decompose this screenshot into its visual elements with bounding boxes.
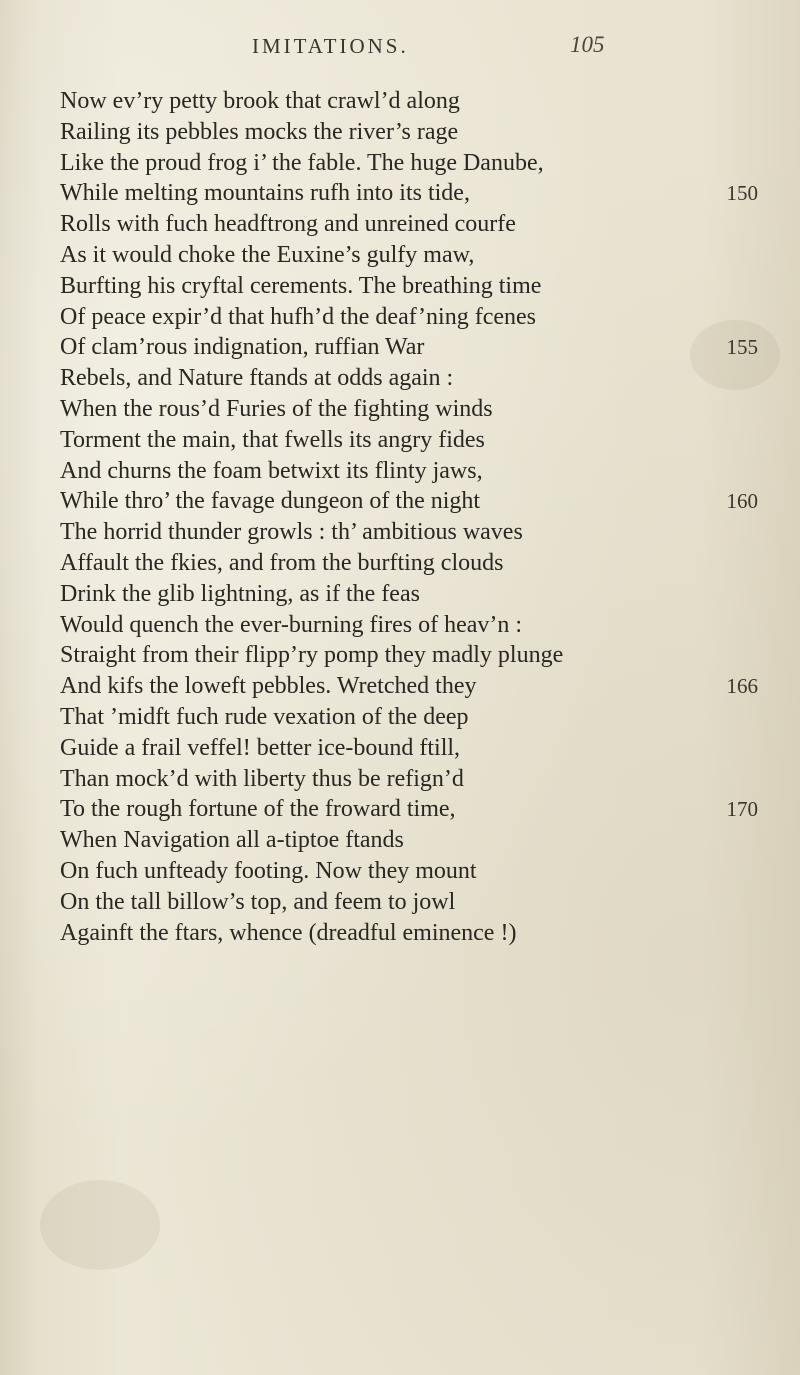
verse-line [60,117,780,148]
verse-line-text: On fuch unfteady footing. Now they mount [60,857,477,884]
verse-line-text: Rolls with fuch headftrong and unreined courfe [60,211,516,238]
verse-line-text: Of clam’rous indignation, ruffian War [60,334,425,361]
verse-line [60,517,780,548]
verse-line [60,610,780,641]
verse-line-text: Rebels, and Nature ftands at odds again : [60,365,454,392]
running-title: IMITATIONS. [252,34,409,58]
verse-line [60,671,780,702]
verse-line [60,394,780,425]
verse-line [60,887,780,918]
verse-line-text: To the rough fortune of the froward time, [60,796,456,823]
verse-line [60,425,780,456]
verse-line-text: As it would choke the Euxine’s gulfy maw, [60,241,475,268]
verse-line [60,579,780,610]
line-number: 166 [726,674,758,699]
verse-body [60,86,780,948]
verse-line-text: Torment the main, that fwells its angry fides [60,426,485,453]
page-number: 105 [570,32,605,57]
verse-line [60,918,780,949]
verse-line-text: Like the proud frog i’ the fable. The huge Danube, [60,149,544,176]
verse-line [60,856,780,887]
verse-line-text: Straight from their flipp’ry pomp they madly plunge [60,642,564,669]
verse-line [60,794,780,825]
verse-line-text: When Navigation all a-tiptoe ftands [60,827,404,854]
verse-line-text: Would quench the ever-burning fires of heav’n : [60,611,523,638]
verse-line-text: Affault the fkies, and from the burfting clouds [60,549,504,576]
verse-line-text: Railing its pebbles mocks the river’s rage [60,118,459,145]
verse-line [60,456,780,487]
verse-line-text: Now ev’ry petty brook that crawl’d along [60,88,460,114]
line-number: 160 [726,489,758,514]
verse-line [60,733,780,764]
verse-line [60,825,780,856]
verse-line [60,302,780,333]
line-number: 150 [726,181,758,206]
verse-line [60,640,780,671]
verse-line [60,332,780,363]
verse-line [60,86,780,117]
verse-line-text: Guide a frail veffel! better ice-bound ftill, [60,734,461,761]
verse-line [60,240,780,271]
verse-line-text: Burfting his cryftal cerements. The breathing time [60,272,542,299]
verse-line-text: While melting mountains rufh into its tide, [60,180,470,207]
line-number: 155 [726,335,758,360]
verse-line-text: Of peace expir’d that hufh’d the deaf’ning fcenes [60,303,536,330]
verse-line-text: And kifs the loweft pebbles. Wretched they [60,673,477,700]
verse-line-text: Than mock’d with liberty thus be refign’d [60,765,464,792]
verse-line-text: The horrid thunder growls : th’ ambitious waves [60,519,523,546]
verse-line [60,178,780,209]
verse-line-text: On the tall billow’s top, and feem to jowl [60,888,456,915]
verse-line-text: That ’midft fuch rude vexation of the deep [60,703,469,730]
verse-line-text: And churns the foam betwixt its flinty jaws, [60,457,483,484]
verse-line [60,148,780,179]
verse-line [60,702,780,733]
verse-line-text: When the rous’d Furies of the fighting winds [60,395,493,422]
verse-line-text: While thro’ the favage dungeon of the night [60,488,481,515]
verse-line [60,271,780,302]
line-number: 170 [726,797,758,822]
verse-line [60,209,780,240]
verse-line [60,486,780,517]
verse-line [60,764,780,795]
running-head [0,28,800,68]
verse-line-text: Drink the glib lightning, as if the feas [60,580,420,607]
verse-line [60,363,780,394]
verse-line-text: Againft the ftars, whence (dreadful eminence !) [60,919,517,946]
paper-stain [40,1180,160,1270]
verse-line [60,548,780,579]
